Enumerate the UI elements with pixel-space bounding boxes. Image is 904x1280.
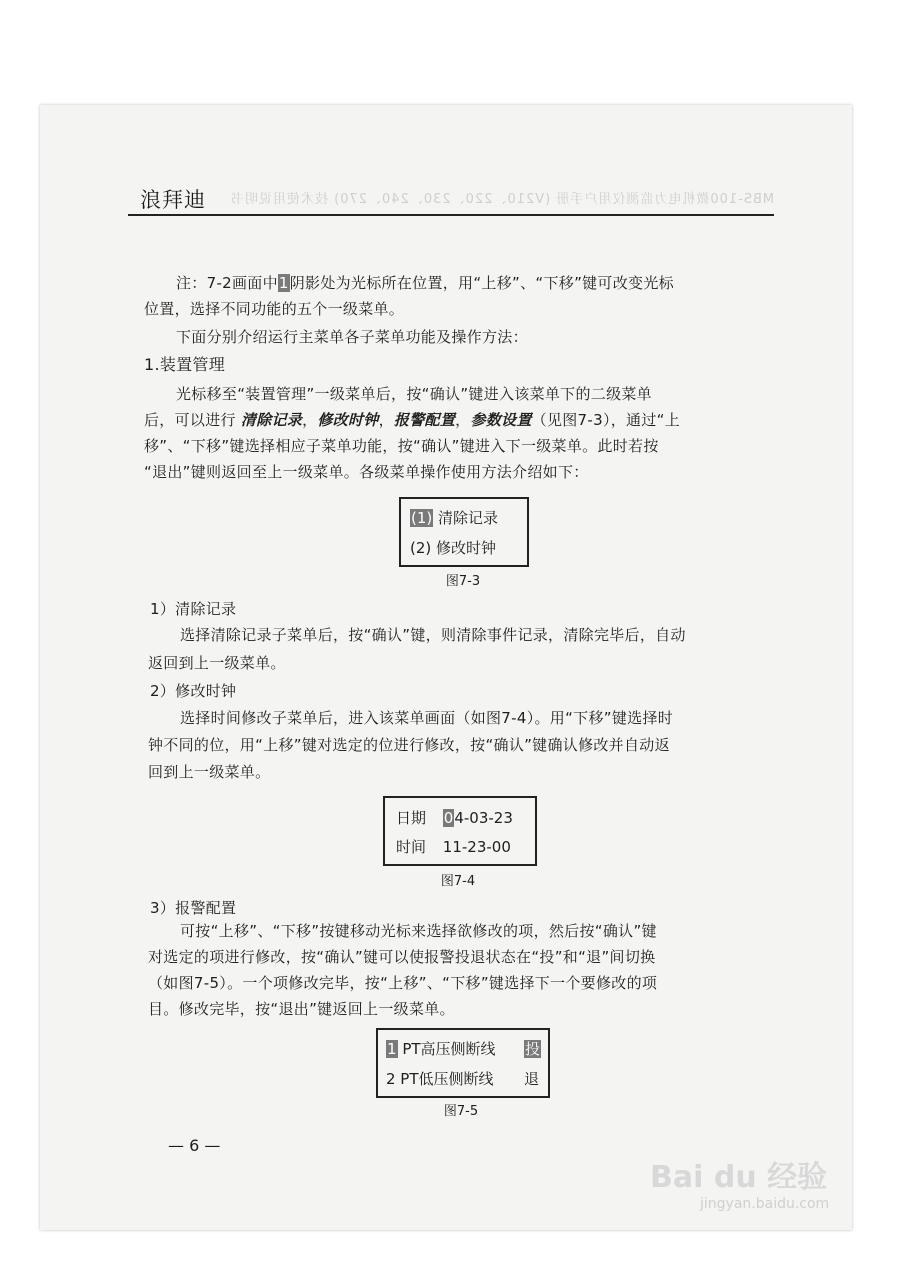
subsection-3-title: 3）报警配置 <box>150 899 237 917</box>
sub3-line-2: 对选定的项进行修改，按“确认”键可以使报警投退状态在“投”和“退”间切换 <box>148 948 656 966</box>
section1-line-4: “退出”键则返回至上一级菜单。各级菜单操作使用方法介绍如下： <box>144 463 589 481</box>
alarm-row-1-state: 投 <box>525 1040 541 1058</box>
figure-7-5-alarm-config <box>376 1028 550 1098</box>
sub2-line-1: 选择时间修改子菜单后，进入该菜单画面（如图7-4）。用“下移”键选择时 <box>180 709 674 727</box>
note-line-1: 注：7-2画面中1阴影处为光标所在位置，用“上移”、“下移”键可改变光标 <box>176 274 674 292</box>
sub3-line-3: （如图7-5）。一个项修改完毕，按“上移”、“下移”键选择下一个要修改的项 <box>148 974 658 992</box>
baidu-watermark-url: jingyan.baidu.com <box>700 1196 830 1212</box>
sub1-line-2: 返回到上一级菜单。 <box>148 654 286 672</box>
subsection-1-title: 1）清除记录 <box>150 600 237 618</box>
section1-line-2: 后，可以进行 清除记录，修改时钟，报警配置，参数设置（见图7-3），通过“上 <box>144 411 681 429</box>
sub2-line-2: 钟不同的位，用“上移”键对选定的位进行修改，按“确认”键确认修改并自动返 <box>148 736 670 754</box>
figure-7-4-caption: 图7-4 <box>440 874 476 889</box>
alarm-row-2-state: 退 <box>524 1070 540 1088</box>
section-title: 1.装置管理 <box>144 355 226 374</box>
sub2-line-3: 回到上一级菜单。 <box>148 763 271 781</box>
subsection-2-title: 2）修改时钟 <box>150 682 237 700</box>
sub1-line-1: 选择清除记录子菜单后，按“确认”键，则清除事件记录，清除完毕后，自动 <box>180 626 686 644</box>
figure-7-4-clock <box>383 796 537 866</box>
section1-line-1: 光标移至“装置管理”一级菜单后，按“确认”键进入该菜单下的二级菜单 <box>176 385 652 403</box>
brand-name: 浪拜迪 <box>140 188 206 212</box>
clock-cursor: 0 <box>443 809 454 827</box>
page-number: — 6 — <box>168 1136 221 1155</box>
header-rule <box>128 214 774 216</box>
cursor-marker: 1 <box>278 274 289 292</box>
date-row: 日期 04-03-23 <box>396 809 513 827</box>
menu-item-modify-clock: (2) 修改时钟 <box>410 539 497 557</box>
mirrored-header-title: MBS-100微机电力监测仪用户手册 (V210、220、230、240、270) 技术使用说明书 <box>230 192 775 207</box>
note-line-2: 位置，选择不同功能的五个一级菜单。 <box>144 300 405 318</box>
menu-cursor: (1) <box>411 509 433 527</box>
intro-text: 下面分别介绍运行主菜单各子菜单功能及操作方法： <box>176 328 528 346</box>
sub3-line-1: 可按“上移”、“下移”按键移动光标来选择欲修改的项，然后按“确认”键 <box>180 922 657 940</box>
section1-line-3: 移”、“下移”键选择相应子菜单功能，按“确认”键进入下一级菜单。此时若按 <box>144 437 659 455</box>
menu-item-clear-record: (1) 清除记录 <box>411 509 499 527</box>
figure-7-3-caption: 图7-3 <box>445 574 481 589</box>
sub3-line-4: 目。修改完毕，按“退出”键返回上一级菜单。 <box>148 1000 455 1018</box>
alarm-row-1: 1 PT高压侧断线 <box>387 1040 496 1058</box>
alarm-cursor: 1 <box>387 1040 397 1058</box>
alarm-row-2: 2 PT低压侧断线 <box>386 1070 494 1088</box>
time-row: 时间 11-23-00 <box>396 838 511 856</box>
figure-7-5-caption: 图7-5 <box>443 1104 479 1119</box>
figure-7-3-menu <box>399 497 529 567</box>
baidu-watermark: Bai du 经验 <box>650 1160 828 1195</box>
